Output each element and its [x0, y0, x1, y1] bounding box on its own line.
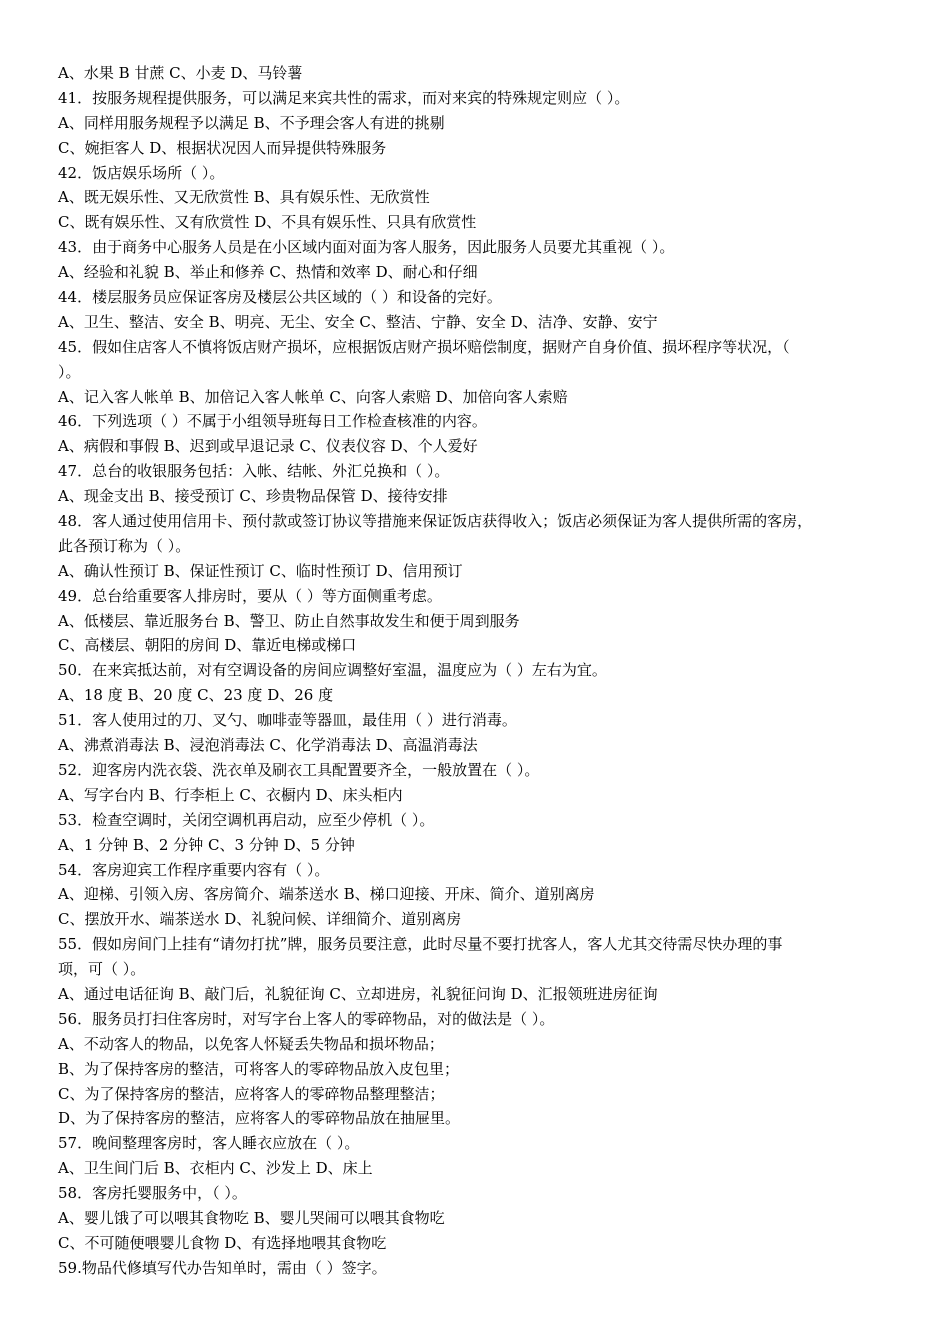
text-line: A、水果 B 甘蔗 C、小麦 D、马铃薯	[58, 64, 303, 82]
answer-options: A、通过电话征询 B、敲门后，礼貌征询 C、立却进房，礼貌征问询 D、汇报领班进房征询	[58, 984, 658, 1003]
question-text: 51．客人使用过的刀、叉勺、咖啡壶等器皿，最佳用（ ）进行消毒。	[58, 711, 517, 730]
answer-options: A、不动客人的物品，以免客人怀疑丢失物品和损坏物品；	[58, 1034, 444, 1053]
question-text: 56．服务员打扫住客房时，对写字台上客人的零碎物品，对的做法是（ ）。	[58, 1009, 555, 1028]
question-text: 42．饭店娱乐场所（ ）。	[58, 163, 225, 182]
question-text: 45．假如住店客人不慎将饭店财产损坏，应根据饭店财产损坏赔偿制度，据财产自身价值、损坏程序等状况，（	[58, 337, 790, 356]
question-text: 43．由于商务中心服务人员是在小区域内面对面为客人服务，因此服务人员要尤其重视（ ）。	[58, 238, 675, 257]
answer-options: A、既无娱乐性、又无欣赏性 B、具有娱乐性、无欣赏性	[58, 188, 430, 207]
question-text: 48．客人通过使用信用卡、预付款或签订协议等措施来保证饭店获得收入；饭店必须保证为客人提供所需的客房，	[58, 512, 813, 531]
answer-options: D、为了保持客房的整洁，应将客人的零碎物品放在抽屉里。	[58, 1109, 461, 1128]
answer-options: A、卫生间门后 B、衣柜内 C、沙发上 D、床上	[58, 1159, 373, 1178]
answer-options: A、病假和事假 B、迟到或早退记录 C、仪表仪容 D、个人爱好	[58, 437, 478, 456]
answer-options: A、婴儿饿了可以喂其食物吃 B、婴儿哭闹可以喂其食物吃	[58, 1208, 445, 1227]
question-text: 46．下列选项（ ）不属于小组领导班每日工作检查核准的内容。	[58, 412, 487, 431]
answer-options: A、低楼层、靠近服务台 B、警卫、防止自然事故发生和便于周到服务	[58, 611, 520, 630]
answer-options: A、沸煮消毒法 B、浸泡消毒法 C、化学消毒法 D、高温消毒法	[58, 736, 478, 755]
document-page	[58, 61, 908, 1281]
answer-options: C、摆放开水、端茶送水 D、礼貌问候、详细简介、道别离房	[58, 910, 462, 929]
question-text: 55．假如房间门上挂有“请勿打扰”牌，服务员要注意，此时尽量不要打扰客人，客人尤其交待需尽快办理的事	[58, 935, 783, 954]
question-text: ）。	[58, 362, 81, 381]
question-text: 57．晚间整理客房时，客人睡衣应放在（ ）。	[58, 1134, 360, 1153]
question-text: 47．总台的收银服务包括：入帐、结帐、外汇兑换和（ ）。	[58, 462, 450, 481]
answer-options: A、现金支出 B、接受预订 C、珍贵物品保管 D、接待安排	[58, 487, 448, 506]
answer-options: C、为了保持客房的整洁，应将客人的零碎物品整理整洁；	[58, 1084, 445, 1103]
answer-options: B、为了保持客房的整洁，可将客人的零碎物品放入皮包里；	[58, 1059, 460, 1078]
answer-options: A、同样用服务规程予以满足 B、不予理会客人有进的挑剔	[58, 113, 445, 132]
answer-options: A、迎梯、引领入房、客房简介、端茶送水 B、梯口迎接、开床、简介、道别离房	[58, 885, 595, 904]
answer-options: A、18 度 B、20 度 C、23 度 D、26 度	[58, 686, 334, 705]
question-text: 53．检查空调时，关闭空调机再启动，应至少停机（ ）。	[58, 810, 435, 829]
answer-options: C、高楼层、朝阳的房间 D、靠近电梯或梯口	[58, 636, 357, 655]
question-text: 58．客房托婴服务中，（ ）。	[58, 1184, 247, 1203]
answer-options: C、既有娱乐性、又有欣赏性 D、不具有娱乐性、只具有欣赏性	[58, 213, 477, 232]
answer-options: C、婉拒客人 D、根据状况因人而异提供特殊服务	[58, 138, 387, 157]
answer-options: A、记入客人帐单 B、加倍记入客人帐单 C、向客人索赔 D、加倍向客人索赔	[58, 387, 568, 406]
question-text: 59.物品代修填写代办告知单时，需由（ ）签字。	[58, 1258, 387, 1277]
question-text: 50．在来宾抵达前，对有空调设备的房间应调整好室温，温度应为（ ）左右为宜。	[58, 661, 607, 680]
question-text: 41．按服务规程提供服务，可以满足来宾共性的需求，而对来宾的特殊规定则应（ ）。	[58, 88, 630, 107]
question-text: 项，可（ ）。	[58, 960, 146, 979]
answer-options: A、经验和礼貌 B、举止和修养 C、热情和效率 D、耐心和仔细	[58, 263, 478, 282]
question-text: 52．迎客房内洗衣袋、洗衣单及刷衣工具配置要齐全，一般放置在（ ）。	[58, 760, 540, 779]
question-text: 49．总台给重要客人排房时，要从（ ）等方面侧重考虑。	[58, 586, 442, 605]
answer-options: A、确认性预订 B、保证性预订 C、临时性预订 D、信用预订	[58, 561, 463, 580]
question-text: 54．客房迎宾工作程序重要内容有（ ）。	[58, 860, 330, 879]
answer-options: C、不可随便喂婴儿食物 D、有选择地喂其食物吃	[58, 1233, 387, 1252]
question-text: 44．楼层服务员应保证客房及楼层公共区域的（ ）和设备的完好。	[58, 288, 502, 307]
answer-options: A、写字台内 B、行李柜上 C、衣橱内 D、床头柜内	[58, 785, 403, 804]
answer-options: A、卫生、整洁、安全 B、明亮、无尘、安全 C、整洁、宁静、安全 D、洁净、安静、安宁	[58, 312, 658, 331]
answer-options: A、1 分钟 B、2 分钟 C、3 分钟 D、5 分钟	[58, 835, 355, 854]
question-text: 此各预订称为（ ）。	[58, 536, 191, 555]
